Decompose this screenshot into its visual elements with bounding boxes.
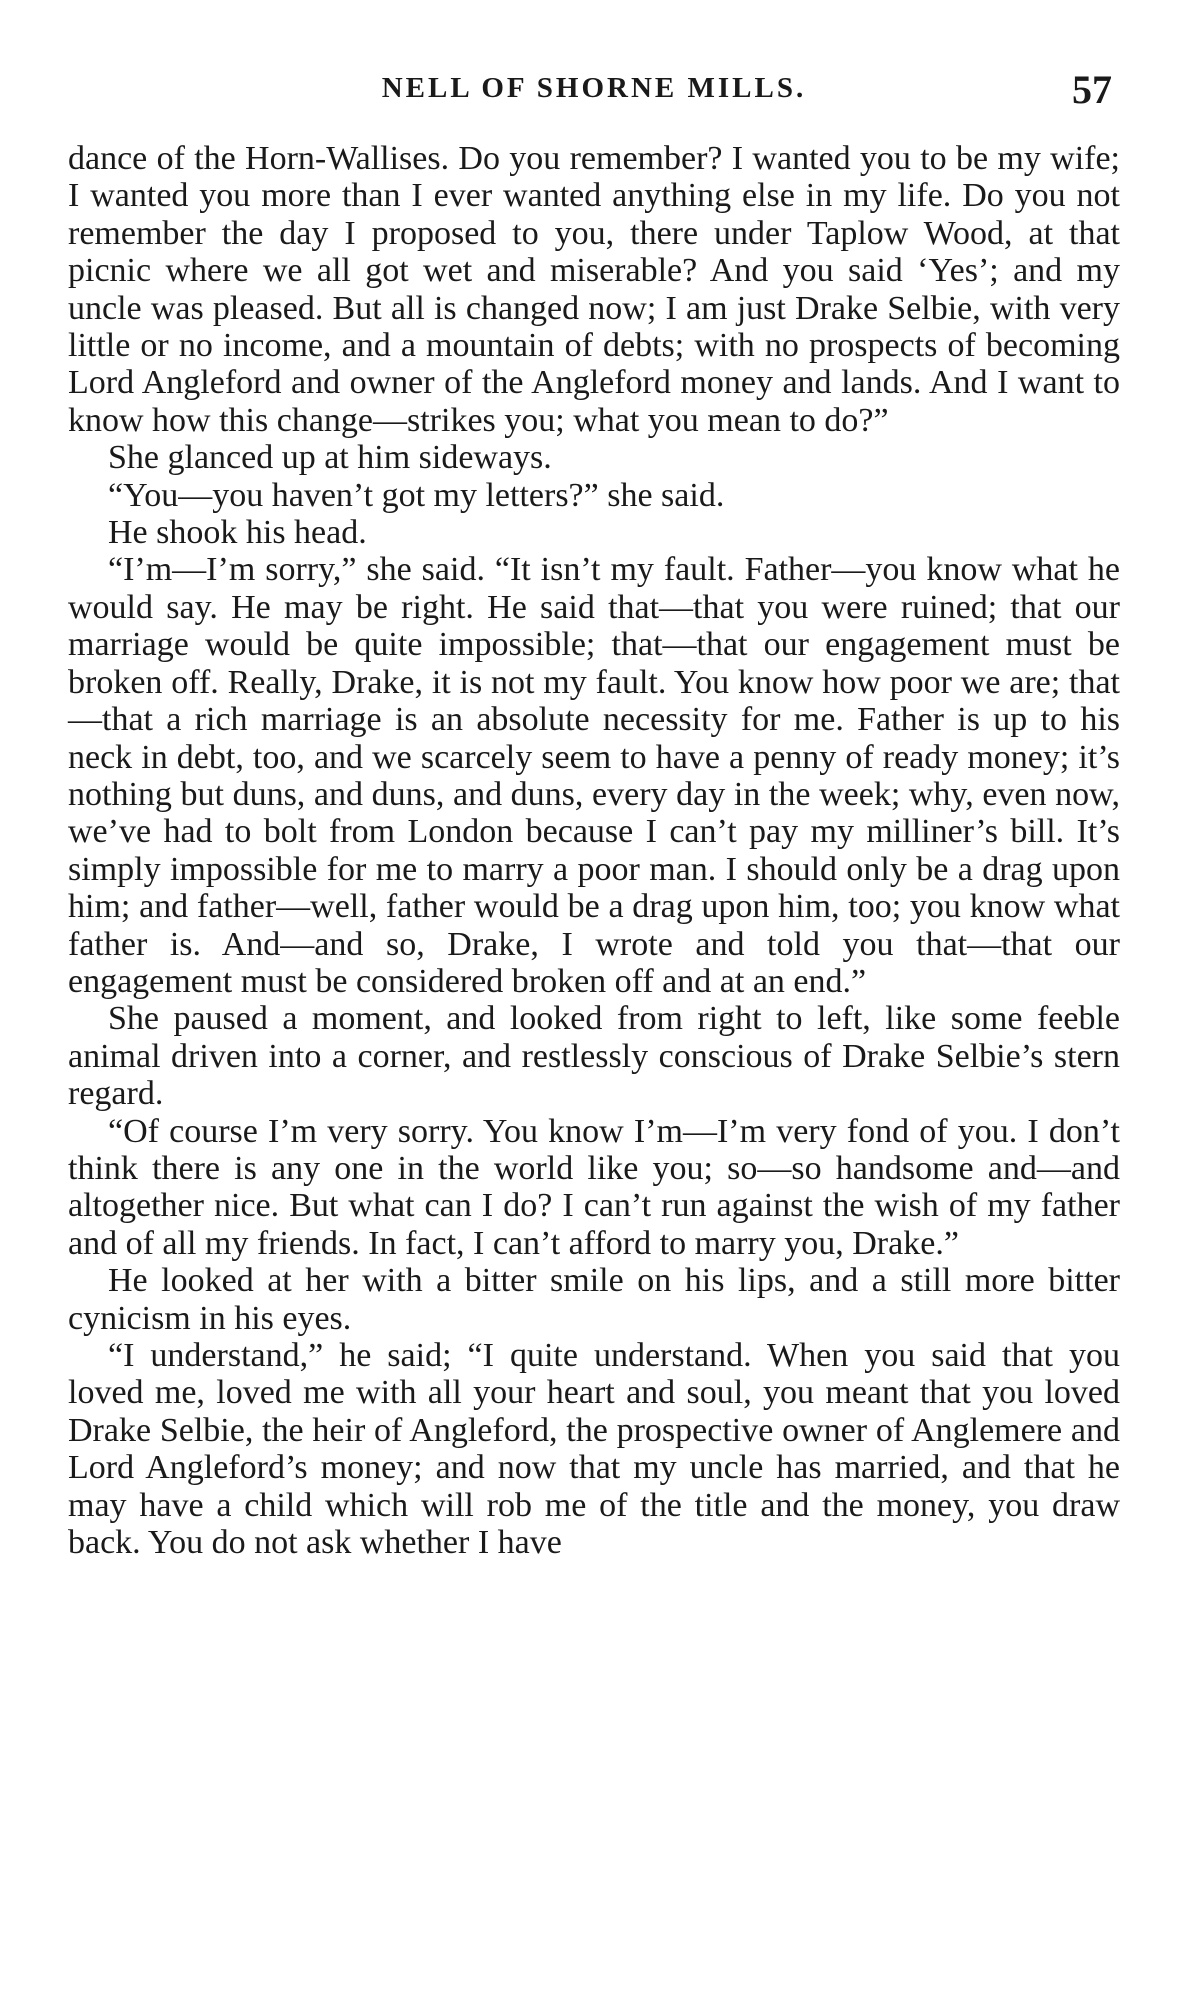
paragraph: “Of course I’m very sorry. You know I’m—I’m very fond of you. I don’t think there is any one in the world like you; so—so handsome and—and altogether nice. But what can I do? I can’t run against the wish of my father and of all my friends. In fact, I can’t afford to marry you, Drake.”: [68, 1112, 1120, 1262]
paragraph: She paused a moment, and looked from right to left, like some feeble animal driven into a corner, and restlessly conscious of Drake Selbie’s stern regard.: [68, 1000, 1120, 1113]
paragraph: “I understand,” he said; “I quite understand. When you said that you loved me, loved me with all your heart and soul, you meant that you loved Drake Selbie, the heir of Angleford, the prospective owner of Anglemere and Lord Angleford’s money; and now that my uncle has married, and that he may have a child which will rob me of the title and the money, you draw back. You do not ask whether I have: [68, 1337, 1120, 1562]
body-text: [68, 140, 1120, 1561]
paragraph-continuation: dance of the Horn-Wallises. Do you remember? I wanted you to be my wife; I wanted you more than I ever wanted anything else in my life. Do you not remember the day I proposed to you, there under Taplow Wood, at that picnic where we all got wet and miserable? And you said ‘Yes’; and my uncle was pleased. But all is changed now; I am just Drake Selbie, with very little or no income, and a mountain of debts; with no prospects of becoming Lord Angleford and owner of the Angleford money and lands. And I want to know how this change—strikes you; what you mean to do?”: [68, 140, 1120, 439]
running-title: NELL OF SHORNE MILLS.: [381, 72, 807, 104]
paragraph: “I’m—I’m sorry,” she said. “It isn’t my fault. Father—you know what he would say. He may be right. He said that—that you were ruined; that our marriage would be quite impossible; that—that our engagement must be broken off. Really, Drake, it is not my fault. You know how poor we are; that—that a rich marriage is an absolute necessity for me. Father is up to his neck in debt, too, and we scarcely seem to have a penny of ready money; it’s nothing but duns, and duns, and duns, every day in the week; why, even now, we’ve had to bolt from London because I can’t pay my milliner’s bill. It’s simply impossible for me to marry a poor man. I should only be a drag upon him; and father—well, father would be a drag upon him, too; you know what father is. And—and so, Drake, I wrote and told you that—that our engagement must be considered broken off and at an end.”: [68, 551, 1120, 1000]
paragraph: He shook his head.: [108, 514, 367, 552]
paragraph: She glanced up at him sideways.: [108, 439, 552, 477]
paragraph: He looked at her with a bitter smile on his lips, and a still more bitter cynicism in his eyes.: [68, 1262, 1120, 1337]
book-page: [68, 58, 1120, 1561]
running-head: [68, 58, 1120, 110]
page-number: 57: [1072, 67, 1112, 112]
paragraph: “You—you haven’t got my letters?” she said.: [108, 476, 725, 514]
